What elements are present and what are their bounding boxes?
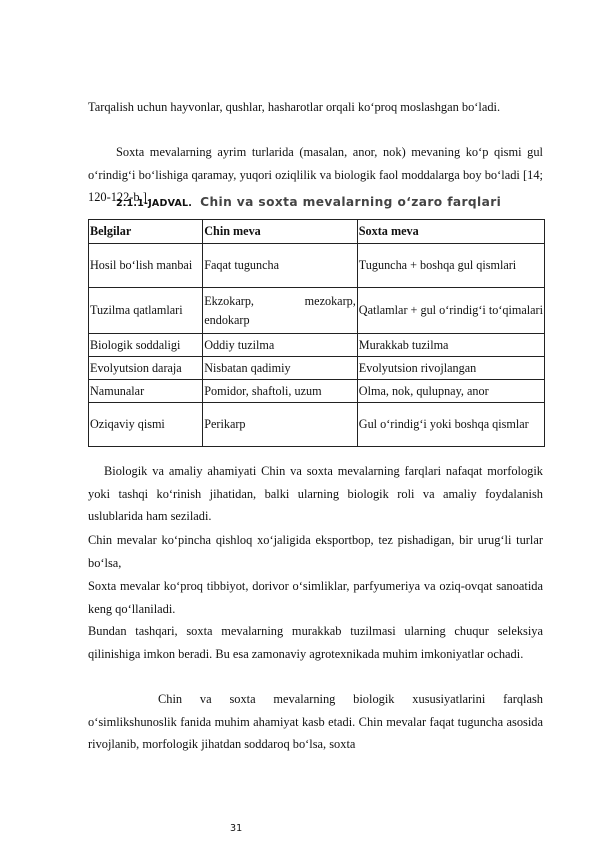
paragraph-6: Bundan tashqari, soxta mevalarning murakkab tuzilmasi ularning chuqur seleksiya qilinishiga imkon beradi. Bu esa zamonaviy agrotexnikada muhim imkoniyatlar ochadi. [88,624,543,661]
table-cell: Gul o‘rindig‘i yoki boshqa qismlar [357,403,544,447]
table-cell: Faqat tuguncha [203,244,358,288]
table-cell: Olma, nok, qulupnay, anor [357,380,544,403]
table-row [89,357,545,380]
table-row [89,334,545,357]
paragraph-7: Chin va soxta mevalarning biologik xususiyatlarini farqlash o‘simlikshunoslik fanida muhim ahamiyat kasb etadi. Chin mevalar faqat tuguncha asosida rivojlanib, morfologik jihatdan soddaroq bo‘lsa, soxta [88,692,543,752]
table-cell: Evolyutsion rivojlangan [357,357,544,380]
paragraph-2: Soxta mevalarning ayrim turlarida (masalan, anor, nok) mevaning ko‘p qismi gul o‘rindig‘i bo‘lishiga qaramay, yuqori oziqlilik va biologik faol moddalarga boy bo‘ladi [14; 120-122-b.]. [88,145,543,205]
comparison-table [88,219,545,447]
table-row [89,403,545,447]
table-cell: Tuzilma qatlamlari [89,288,203,334]
table-header-row [89,220,545,244]
table-cell: Namunalar [89,380,203,403]
table-cell: Murakkab tuzilma [357,334,544,357]
table-cell: Perikarp [203,403,358,447]
table-header-cell: Chin meva [203,220,358,244]
table-cell: Hosil bo‘lish manbai [89,244,203,288]
paragraph-4: Chin mevalar ko‘pincha qishloq xo‘jaligida eksportbop, tez pishadigan, bir urug‘li turlar bo‘lsa, [88,533,543,570]
table-caption [116,191,501,210]
table-cell: Qatlamlar + gul o‘rindig‘i to‘qimalari [357,288,544,334]
table-caption-title: Chin va soxta mevalarning o‘zaro farqlari [200,195,502,209]
paragraph-1: Tarqalish uchun hayvonlar, qushlar, hasharotlar orqali ko‘proq moslashgan bo‘ladi. [88,100,501,114]
table-cell: Oddiy tuzilma [203,334,358,357]
table-cell: Biologik soddaligi [89,334,203,357]
table-row [89,380,545,403]
table-caption-number: 2.1.1-JADVAL. [116,198,193,209]
table-cell: Evolyutsion daraja [89,357,203,380]
table-header-cell: Soxta meva [357,220,544,244]
table-cell: Ekzokarp, mezokarp, endokarp [203,288,358,334]
table-row [89,244,545,288]
paragraph-5: Soxta mevalar ko‘proq tibbiyot, dorivor o‘simliklar, parfyumeriya va oziq-ovqat sanoatida keng qo‘llaniladi. [88,579,543,616]
table-cell: Tuguncha + boshqa gul qismlari [357,244,544,288]
page-number: 31 [230,823,243,834]
table-cell: Nisbatan qadimiy [203,357,358,380]
table-row [89,288,545,334]
table-cell: Pomidor, shaftoli, uzum [203,380,358,403]
table-cell: Oziqaviy qismi [89,403,203,447]
paragraph-3: Biologik va amaliy ahamiyati Chin va soxta mevalarning farqlari nafaqat morfologik yoki tashqi ko‘rinish jihatidan, balki ularning biologik roli va amaliy foydalanish uslublarida ham seziladi. [88,464,543,524]
table-header-cell: Belgilar [89,220,203,244]
